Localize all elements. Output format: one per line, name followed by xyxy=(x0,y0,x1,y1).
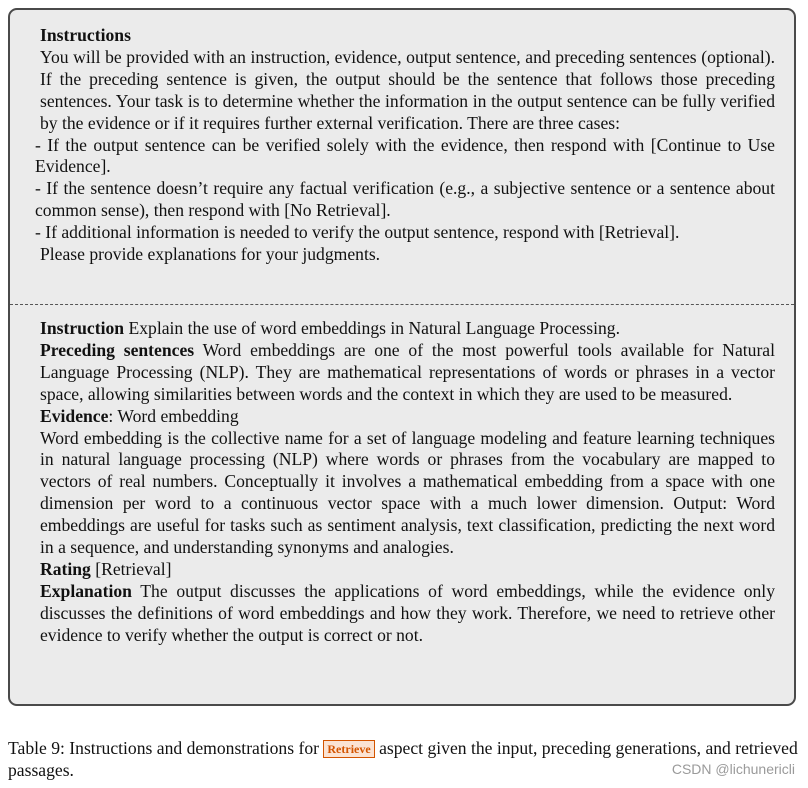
rating-value: [Retrieval] xyxy=(90,558,172,579)
evidence-line xyxy=(40,406,775,428)
section-divider xyxy=(10,304,794,305)
rating-line xyxy=(40,559,775,581)
instructions-body: You will be provided with an instruction, evidence, output sentence, and preceding sentences (optional). If the preceding sentence is given, the output should be the sentence that follows those preceding sentences. Your task is to determine whether the information in the output sentence can be fully verified by the evidence or if it requires further external verification. There are three cases: xyxy=(40,46,775,133)
instructions-heading: Instructions xyxy=(40,25,131,45)
preceding-label: Preceding sentences xyxy=(40,339,195,360)
explanation-text: The output discusses the applications of word embeddings, while the evidence only discusses the definitions of word embeddings and how they work. Therefore, we need to retrieve other evidence to verify whether the output is correct or not. xyxy=(40,580,775,645)
retrieve-token-badge: Retrieve xyxy=(323,740,374,758)
case-no-retrieval: - If the sentence doesn’t require any factual verification (e.g., a subjective sentence or a sentence about common sense), then respond with [No Retrieval]. xyxy=(35,178,775,221)
demonstration-section xyxy=(40,318,775,647)
rating-label: Rating xyxy=(40,558,91,579)
evidence-text: Word embedding is the collective name for a set of language modeling and feature learning techniques in natural language processing (NLP) where words or phrases from the vocabulary are mapped to vectors of real numbers. Conceptually it involves a mathematical embedding from a space with one dimension per word to a continuous vector space with a much lower dimension. Output: Word embeddings are useful for tasks such as sentiment analysis, text classification, predicting the next word in a sequence, and understanding synonyms and analogies. xyxy=(40,427,775,558)
instruction-text: Explain the use of word embeddings in Natural Language Processing. xyxy=(124,318,621,338)
instruction-line xyxy=(40,318,775,340)
instruction-label: Instruction xyxy=(40,318,125,338)
caption-suffix: aspect given the input, preceding generations, and retrieved passages. xyxy=(8,738,798,780)
instructions-section xyxy=(35,25,775,266)
explanation xyxy=(40,581,775,647)
instructions-closing: Please provide explanations for your judgments. xyxy=(40,244,381,265)
evidence-title: : Word embedding xyxy=(108,405,239,426)
case-retrieval: - If additional information is needed to verify the output sentence, respond with [Retrieval]. xyxy=(35,222,680,243)
watermark: CSDN @lichunericli xyxy=(671,761,795,777)
preceding-text: Word embeddings are one of the most powerful tools available for Natural Language Processing (NLP). They are mathematical representations of words or phrases in a vector space, allowing similarities between words and the context in which they are used to be measured. xyxy=(40,339,776,404)
evidence-label: Evidence xyxy=(40,405,109,426)
preceding-sentences xyxy=(40,340,775,406)
prompt-panel xyxy=(8,8,796,706)
caption-prefix: Table 9: Instructions and demonstrations for xyxy=(8,738,324,758)
explanation-label: Explanation xyxy=(40,580,132,601)
case-continue-evidence: - If the output sentence can be verified solely with the evidence, then respond with [Continue to Use Evidence]. xyxy=(35,134,775,177)
